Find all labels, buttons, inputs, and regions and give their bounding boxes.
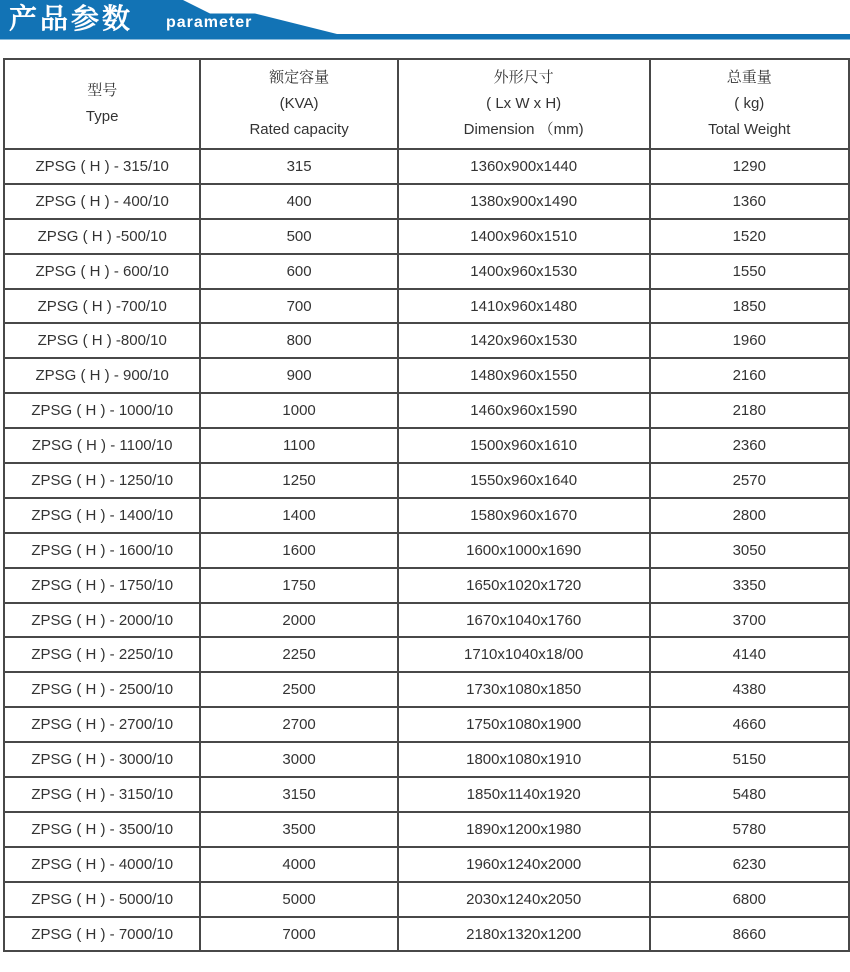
table-row <box>4 637 849 672</box>
column-header-line: 总重量 <box>726 69 772 86</box>
table-cell: 1500x960x1610 <box>398 428 650 463</box>
table-row <box>4 393 849 428</box>
table-cell: 1380x900x1490 <box>398 184 650 219</box>
table-cell: 2180x1320x1200 <box>398 917 650 952</box>
table-cell: 6230 <box>650 847 849 882</box>
table-cell: 2360 <box>650 428 849 463</box>
table-cell: 1400x960x1530 <box>398 254 650 289</box>
table-cell: ZPSG ( H ) - 1100/10 <box>4 428 200 463</box>
column-header-line: (KVA) <box>279 95 319 112</box>
table-row <box>4 533 849 568</box>
table-cell: ZPSG ( H ) - 2700/10 <box>4 707 200 742</box>
column-header-dimension <box>398 59 650 149</box>
table-cell: 6800 <box>650 882 849 917</box>
table-row <box>4 498 849 533</box>
column-header-total-weight <box>650 59 849 149</box>
table-row <box>4 777 849 812</box>
table-cell: ZPSG ( H ) -800/10 <box>4 323 200 358</box>
table-row <box>4 847 849 882</box>
table-row <box>4 289 849 324</box>
table-cell: 5150 <box>650 742 849 777</box>
column-header-type <box>4 59 200 149</box>
table-cell: ZPSG ( H ) -700/10 <box>4 289 200 324</box>
column-header-line: 外形尺寸 <box>493 69 554 86</box>
table-cell: 3350 <box>650 568 849 603</box>
page-subtitle: parameter <box>166 14 253 31</box>
table-cell: 2030x1240x2050 <box>398 882 650 917</box>
table-row <box>4 463 849 498</box>
table-cell: 1400 <box>200 498 397 533</box>
table-row <box>4 254 849 289</box>
column-header-line: 型号 <box>87 82 118 99</box>
column-header-rated-capacity <box>200 59 397 149</box>
table-row <box>4 603 849 638</box>
table-cell: 1550x960x1640 <box>398 463 650 498</box>
table-cell: 2250 <box>200 637 397 672</box>
table-cell: 1800x1080x1910 <box>398 742 650 777</box>
table-cell: 1250 <box>200 463 397 498</box>
table-row <box>4 812 849 847</box>
table-cell: 1600 <box>200 533 397 568</box>
table-cell: 1670x1040x1760 <box>398 603 650 638</box>
table-cell: 1750 <box>200 568 397 603</box>
table-cell: 800 <box>200 323 397 358</box>
table-cell: ZPSG ( H ) - 3000/10 <box>4 742 200 777</box>
table-cell: 1360 <box>650 184 849 219</box>
table-cell: ZPSG ( H ) - 1250/10 <box>4 463 200 498</box>
table-row <box>4 568 849 603</box>
table-cell: 4380 <box>650 672 849 707</box>
column-header-line: 额定容量 <box>269 69 330 86</box>
table-body <box>4 149 849 951</box>
table-cell: 8660 <box>650 917 849 952</box>
table-header-row <box>4 59 849 149</box>
table-cell: ZPSG ( H ) - 1400/10 <box>4 498 200 533</box>
table-row <box>4 428 849 463</box>
page-title: 产品参数 <box>9 3 134 34</box>
table-cell: ZPSG ( H ) - 900/10 <box>4 358 200 393</box>
table-cell: 2000 <box>200 603 397 638</box>
table-cell: ZPSG ( H ) - 1750/10 <box>4 568 200 603</box>
table-cell: 1850x1140x1920 <box>398 777 650 812</box>
table-cell: ZPSG ( H ) - 7000/10 <box>4 917 200 952</box>
table-cell: 2500 <box>200 672 397 707</box>
table-header <box>4 59 849 149</box>
table-cell: 5480 <box>650 777 849 812</box>
table-row <box>4 358 849 393</box>
table-cell: ZPSG ( H ) -500/10 <box>4 219 200 254</box>
table-cell: 1710x1040x18/00 <box>398 637 650 672</box>
table-cell: 2180 <box>650 393 849 428</box>
table-row <box>4 149 849 184</box>
table-row <box>4 707 849 742</box>
table-cell: 3000 <box>200 742 397 777</box>
table-cell: 3700 <box>650 603 849 638</box>
table-cell: 400 <box>200 184 397 219</box>
table-cell: 1460x960x1590 <box>398 393 650 428</box>
table-cell: 1410x960x1480 <box>398 289 650 324</box>
table-cell: 5000 <box>200 882 397 917</box>
table-cell: 1890x1200x1980 <box>398 812 650 847</box>
table-cell: 315 <box>200 149 397 184</box>
table-cell: 1650x1020x1720 <box>398 568 650 603</box>
table-cell: 1360x900x1440 <box>398 149 650 184</box>
column-header-line: Dimension （mm) <box>463 121 584 138</box>
table-cell: 1730x1080x1850 <box>398 672 650 707</box>
table-cell: 2570 <box>650 463 849 498</box>
table-cell: 2700 <box>200 707 397 742</box>
table-cell: 3500 <box>200 812 397 847</box>
table-cell: 1480x960x1550 <box>398 358 650 393</box>
column-header-line: Total Weight <box>708 121 791 138</box>
table-cell: 600 <box>200 254 397 289</box>
table-cell: 4660 <box>650 707 849 742</box>
table-cell: 4140 <box>650 637 849 672</box>
table-cell: 1850 <box>650 289 849 324</box>
table-cell: 1960 <box>650 323 849 358</box>
table-cell: ZPSG ( H ) - 2500/10 <box>4 672 200 707</box>
table-cell: ZPSG ( H ) - 600/10 <box>4 254 200 289</box>
parameters-table <box>3 58 850 952</box>
table-cell: 1550 <box>650 254 849 289</box>
table-cell: 3150 <box>200 777 397 812</box>
table-cell: 1400x960x1510 <box>398 219 650 254</box>
table-cell: ZPSG ( H ) - 5000/10 <box>4 882 200 917</box>
table-cell: 5780 <box>650 812 849 847</box>
table-cell: 700 <box>200 289 397 324</box>
table-cell: ZPSG ( H ) - 1000/10 <box>4 393 200 428</box>
table-row <box>4 882 849 917</box>
table-cell: 2160 <box>650 358 849 393</box>
table-cell: 1750x1080x1900 <box>398 707 650 742</box>
table-cell: 1000 <box>200 393 397 428</box>
table-cell: 1100 <box>200 428 397 463</box>
table-row <box>4 672 849 707</box>
table-cell: ZPSG ( H ) - 315/10 <box>4 149 200 184</box>
table-row <box>4 323 849 358</box>
table-row <box>4 184 849 219</box>
table-cell: ZPSG ( H ) - 2250/10 <box>4 637 200 672</box>
column-header-line: ( kg) <box>734 95 765 112</box>
table-cell: ZPSG ( H ) - 4000/10 <box>4 847 200 882</box>
table-row <box>4 742 849 777</box>
table-cell: ZPSG ( H ) - 1600/10 <box>4 533 200 568</box>
table-cell: 900 <box>200 358 397 393</box>
table-row <box>4 917 849 952</box>
table-cell: 2800 <box>650 498 849 533</box>
table-cell: 1520 <box>650 219 849 254</box>
column-header-line: Type <box>85 108 119 125</box>
table-cell: 7000 <box>200 917 397 952</box>
table-cell: 1420x960x1530 <box>398 323 650 358</box>
table-cell: 3050 <box>650 533 849 568</box>
table-cell: 500 <box>200 219 397 254</box>
section-header-banner <box>0 0 850 40</box>
table-cell: 1600x1000x1690 <box>398 533 650 568</box>
table-cell: ZPSG ( H ) - 2000/10 <box>4 603 200 638</box>
column-header-line: ( Lx W x H) <box>486 95 562 112</box>
table-cell: ZPSG ( H ) - 3500/10 <box>4 812 200 847</box>
column-header-line: Rated capacity <box>249 121 349 138</box>
table-cell: 1960x1240x2000 <box>398 847 650 882</box>
table-cell: 1580x960x1670 <box>398 498 650 533</box>
table-cell: 1290 <box>650 149 849 184</box>
table-row <box>4 219 849 254</box>
table-cell: 4000 <box>200 847 397 882</box>
table-cell: ZPSG ( H ) - 3150/10 <box>4 777 200 812</box>
table-cell: ZPSG ( H ) - 400/10 <box>4 184 200 219</box>
